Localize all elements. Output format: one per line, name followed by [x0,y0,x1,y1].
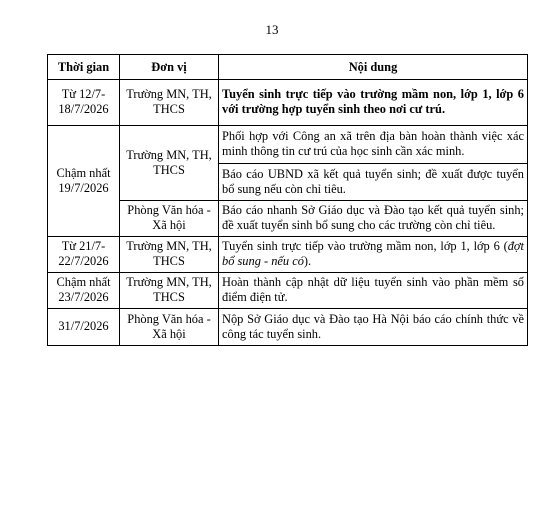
unit-line: Xã hội [152,326,186,341]
unit-line: Trường MN, TH, [126,87,212,102]
table-row [48,201,528,237]
unit-cell [120,126,219,201]
time-line: 22/7/2026 [58,254,109,268]
time-cell [48,237,120,273]
table-row [48,309,528,346]
unit-line: Trường MN, TH, [126,275,212,290]
content-cell: Báo cáo UBND xã kết quả tuyển sinh; đề xuất được tuyển bổ sung nếu còn chỉ tiêu. [219,164,528,201]
header-unit: Đơn vị [120,55,219,80]
unit-line: Trường MN, TH, [126,239,212,254]
content-cell: Tuyển sinh trực tiếp vào trường mầm non, lớp 1, lớp 6 với trường hợp tuyển sinh theo nơi cư trú. [219,80,528,126]
time-line: Từ 12/7- [61,87,106,102]
unit-line: THCS [153,102,185,116]
table-header-row [48,55,528,80]
unit-cell [120,80,219,126]
content-cell: Báo cáo nhanh Sở Giáo dục và Đào tạo kết quả tuyển sinh; đề xuất tuyển sinh bổ sung cho các trường còn chỉ tiêu. [219,201,528,237]
table-row [48,237,528,273]
unit-cell [120,273,219,309]
content-cell: Nộp Sở Giáo dục và Đào tạo Hà Nội báo cáo chính thức về công tác tuyển sinh. [219,309,528,346]
time-line: Chậm nhất [56,165,111,180]
unit-line: Phòng Văn hóa - [127,311,211,326]
table-row [48,126,528,164]
table-row [48,80,528,126]
page-number: 13 [265,22,279,37]
content-text: Tuyển sinh trực tiếp vào trường mầm non, lớp 1, lớp 6 ( [222,239,508,254]
time-line: 23/7/2026 [58,290,109,304]
content-tail-text: ). [303,254,312,268]
header-time: Thời gian [48,55,120,80]
time-line: 31/7/2026 [58,319,109,334]
header-content: Nội dung [219,55,528,80]
content-cell: Phối hợp với Công an xã trên địa bàn hoàn thành việc xác minh thông tin cư trú của học sinh cần xác minh. [219,126,528,164]
time-cell [48,80,120,126]
time-cell [48,126,120,237]
unit-cell [120,237,219,273]
unit-line: THCS [153,290,185,304]
admission-schedule-table [47,54,528,346]
unit-line: Trường MN, TH, [126,147,212,162]
table-row [48,273,528,309]
unit-line: THCS [153,254,185,268]
content-cell [219,237,528,273]
content-cell: Hoàn thành cập nhật dữ liệu tuyển sinh vào phần mềm số điểm điện tử. [219,273,528,309]
time-line: 19/7/2026 [58,180,109,195]
time-cell [48,273,120,309]
time-line: Chậm nhất [56,275,111,290]
unit-line: Phòng Văn hóa - [127,203,211,218]
unit-cell [120,201,219,237]
unit-line: Xã hội [152,218,186,232]
time-cell [48,309,120,346]
unit-cell [120,309,219,346]
time-line: 18/7/2026 [58,102,109,116]
time-line: Từ 21/7- [61,239,106,254]
unit-line: THCS [153,162,185,177]
content-italic-text: đợt bổ sung - nếu có [222,239,524,268]
